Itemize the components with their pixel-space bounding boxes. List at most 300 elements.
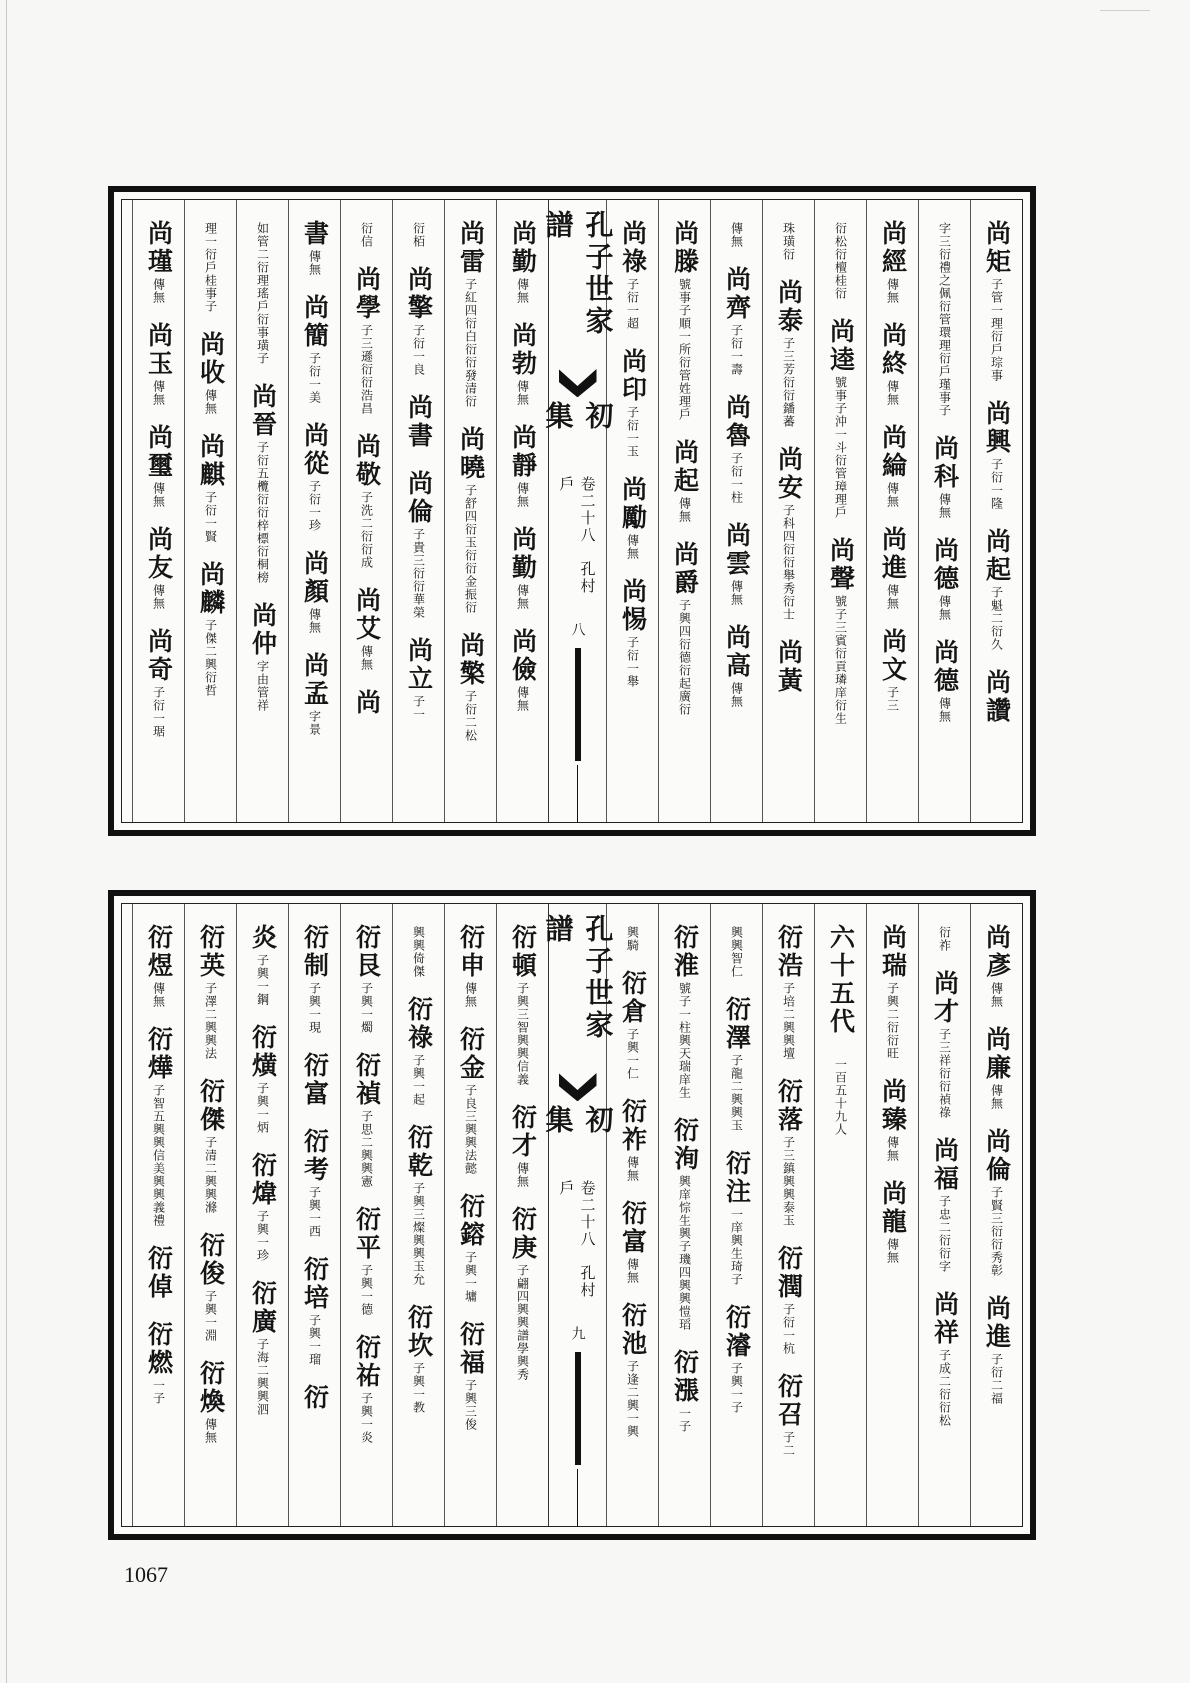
genealogy-entry [826,318,856,519]
person-note: 子二 [781,1431,796,1457]
genealogy-entry [196,331,226,415]
person-name: 尚玉 [144,322,174,378]
genealogy-entry [722,1150,752,1286]
genealogy-entry [930,435,960,519]
person-note: 傳無 [885,1136,900,1162]
person-note: 字三衍禮之佩衍管環理衍戶瑾事子 [937,222,952,417]
person-name: 尚勵 [618,476,648,532]
person-name: 尚爵 [670,541,700,597]
genealogy-entry [144,628,174,738]
genealogy-entry [618,476,648,560]
genealogy-entry [404,470,434,619]
leaf-number: 八 [569,622,586,637]
text-column [340,904,392,1526]
person-note: 號子三賓衍貢璘庠衍生 [833,595,848,725]
person-note: 子衍一珍 [307,480,322,532]
person-note: 傳無 [151,982,166,1008]
person-note: 傳無 [885,278,900,304]
book-title: 孔子世家譜 [541,914,615,1042]
genealogy-entry [352,266,382,415]
person-note: 子興一炳 [255,1082,270,1134]
person-note: 子魁二衍久 [989,586,1004,651]
text-column [444,904,496,1526]
genealogy-entry [722,1304,752,1414]
person-name: 六十五代 [826,924,856,1036]
text-column [866,200,918,822]
genealogy-entry [982,1128,1012,1277]
person-name: 尚簡 [300,294,330,350]
person-note: 號事子順一所衍管姓理戶 [677,278,692,421]
genealogy-entry [144,322,174,406]
person-name: 衍 [300,1384,330,1412]
person-note: 子衍一柱 [729,452,744,504]
text-column [132,200,184,822]
person-name: 衍才 [508,1104,538,1160]
text-column [236,200,288,822]
person-note: 子洗二衍衍成 [359,491,374,569]
genealogy-entry [730,924,744,978]
genealogy-entry [300,652,330,736]
person-note: 子衍二松 [463,690,478,742]
person-note: 子興三智興興信義 [515,982,530,1086]
person-note: 子衍一美 [307,352,322,404]
person-name: 尚祥 [930,1291,960,1347]
person-name: 尚起 [670,439,700,495]
person-note: 一子 [677,1407,692,1433]
person-name: 尚黃 [774,639,804,695]
genealogy-entry [248,1280,278,1416]
person-note: 傳無 [885,380,900,406]
spine-line [577,1469,578,1526]
genealogy-entry [256,220,270,365]
person-note: 傳無 [885,1238,900,1264]
person-note: 子衍一隆 [989,458,1004,510]
person-name: 尚起 [982,528,1012,584]
person-name: 書 [300,220,330,248]
person-name: 衍注 [722,1150,752,1206]
person-name: 衍傑 [196,1078,226,1134]
person-note: 號事子沖一斗衍管璋理戶 [833,376,848,519]
genealogy-entry [404,1124,434,1286]
person-name: 衍富 [618,1200,648,1256]
genealogy-entry [508,628,538,712]
person-note: 珠璜衍 [781,222,796,261]
genealogy-entry [670,541,700,716]
genealogy-entry [456,1321,486,1431]
person-name: 尚科 [930,435,960,491]
genealogy-entry [204,220,218,313]
person-name: 尚臻 [878,1078,908,1134]
genealogy-entry [352,1206,382,1316]
genealogy-entry [670,1349,700,1433]
person-note: 子興一鋼 [255,954,270,1006]
person-note: 子舒四衍玉衍衍金振衍 [463,484,478,614]
person-name: 衍富 [300,1052,330,1108]
genealogy-entry [982,400,1012,510]
person-name: 衍艮 [352,924,382,980]
person-name: 尚雷 [456,220,486,276]
person-note: 子興一起 [411,1054,426,1106]
person-name: 衍池 [618,1302,648,1358]
genealogy-entry [248,924,278,1006]
genealogy-entry [248,1024,278,1134]
genealogy-entry [618,1098,648,1182]
person-name: 衍乾 [404,1124,434,1180]
person-name: 衍澤 [722,996,752,1052]
genealogy-entry [774,1373,804,1457]
scan-edge [6,0,7,1683]
person-name: 尚廉 [982,1026,1012,1082]
volume-label: 卷二十八 孔村戶 [557,475,597,595]
person-note: 子管一理衍戶琮事 [989,278,1004,382]
person-note: 子衍一舉 [625,636,640,688]
person-name: 尚顏 [300,550,330,606]
genealogy-entry [456,426,486,614]
text-column [392,904,444,1526]
person-note: 傳無 [937,697,952,723]
person-note: 興騎 [625,926,640,952]
person-name: 尚曉 [456,426,486,482]
person-note: 傳無 [515,482,530,508]
genealogy-entry [360,220,374,248]
genealogy-entry [834,220,848,300]
person-name: 衍浩 [774,924,804,980]
person-name: 尚收 [196,331,226,387]
person-note: 子賢三衍衍秀彰 [989,1186,1004,1277]
person-name: 衍禎 [352,1052,382,1108]
person-name: 尚晉 [248,383,278,439]
genealogy-entry [144,1026,174,1227]
genealogy-entry [722,996,752,1132]
person-name: 尚才 [930,970,960,1026]
genealogy-entry [508,924,538,1086]
text-column [762,904,814,1526]
person-name: 尚勤 [508,526,538,582]
genealogy-entry [774,924,804,1060]
person-name: 衍倬 [144,1245,174,1301]
person-name: 尚逵 [826,318,856,374]
genealogy-entry [930,537,960,621]
genealogy-entry [300,294,330,404]
person-note: 子興一瑠 [307,1314,322,1366]
person-note: 子逢二興一興 [625,1360,640,1438]
series-label: 初集 [541,401,615,434]
person-name: 衍召 [774,1373,804,1429]
genealogy-entry [404,266,434,376]
person-name: 衍洵 [670,1117,700,1173]
person-note: 傳無 [937,595,952,621]
genealogy-entry [930,639,960,723]
person-note: 子興一炎 [359,1392,374,1444]
person-name: 衍祚 [618,1098,648,1154]
person-name: 尚麒 [196,433,226,489]
person-note: 傳無 [515,380,530,406]
text-column [236,904,288,1526]
text-column [762,200,814,822]
person-name: 尚終 [878,322,908,378]
center-spine [541,200,615,822]
person-name: 衍倉 [618,970,648,1026]
person-note: 子興一教 [411,1362,426,1414]
person-name: 衍落 [774,1078,804,1134]
genealogy-entry [352,433,382,569]
bottom-page-inner [121,903,1023,1527]
genealogy-entry [722,266,752,376]
scan-mark [1100,10,1150,11]
person-name: 衍廣 [248,1280,278,1336]
genealogy-entry [196,1360,226,1444]
person-note: 子傑二興衍哲 [203,619,218,697]
genealogy-entry [878,424,908,508]
person-name: 尚德 [930,639,960,695]
genealogy-entry [248,602,278,712]
person-note: 字景 [307,710,322,736]
person-name: 尚讚 [982,669,1012,725]
genealogy-entry [144,526,174,610]
genealogy-entry [300,1128,330,1238]
text-column [918,904,970,1526]
person-name: 衍煒 [248,1152,278,1208]
person-note: 傳無 [307,608,322,634]
person-name: 尚惕 [618,578,648,634]
genealogy-entry [878,220,908,304]
person-name: 衍俊 [196,1232,226,1288]
genealogy-entry [196,1078,226,1214]
genealogy-entry [300,1256,330,1366]
genealogy-entry [722,522,752,606]
genealogy-entry [670,924,700,1099]
genealogy-entry [412,220,426,248]
person-name: 衍祿 [404,996,434,1052]
person-note: 傳無 [729,580,744,606]
person-note: 興興智仁 [729,926,744,978]
genealogy-entry [300,924,330,1034]
genealogy-entry [730,220,744,248]
person-name: 衍煥 [196,1360,226,1416]
top-columns [122,200,1022,822]
text-column [814,200,866,822]
text-column [658,904,710,1526]
genealogy-entry [878,628,908,712]
person-note: 一百五十九人 [833,1058,848,1136]
text-column [970,200,1022,822]
person-note: 子衍一超 [625,278,640,330]
genealogy-entry [456,1026,486,1175]
person-name: 尚經 [878,220,908,276]
person-note: 子興一子 [729,1362,744,1414]
person-note: 傳無 [729,222,744,248]
genealogy-entry [782,220,796,261]
genealogy-entry [722,394,752,504]
person-note: 子興一仁 [625,1028,640,1080]
person-note: 傳無 [463,982,478,1008]
person-name: 尚進 [982,1295,1012,1351]
person-name: 衍培 [300,1256,330,1312]
genealogy-entry [618,348,648,458]
genealogy-entry [456,1193,486,1303]
text-column [184,200,236,822]
genealogy-entry [626,924,640,952]
genealogy-entry [300,1384,330,1414]
person-name: 衍煜 [144,924,174,980]
genealogy-entry [300,220,330,276]
person-note: 一子 [151,1379,166,1405]
person-note: 傳無 [307,250,322,276]
person-name: 衍濬 [722,1304,752,1360]
person-name: 尚高 [722,624,752,680]
spine-bar [575,648,581,761]
genealogy-entry [834,1056,848,1136]
genealogy-entry [508,1104,538,1188]
person-note: 如管二衍理瑤戶衍事璜子 [255,222,270,365]
person-note: 子衍一賢 [203,491,218,543]
top-page-frame [108,186,1036,836]
person-name: 尚祿 [618,220,648,276]
person-name: 尚文 [878,628,908,684]
genealogy-entry [618,1200,648,1284]
genealogy-entry [982,1295,1012,1405]
person-note: 傳無 [203,1418,218,1444]
genealogy-entry [774,1078,804,1227]
person-name: 衍熿 [248,1024,278,1080]
person-note: 子興一墉 [463,1251,478,1303]
genealogy-entry [144,424,174,508]
genealogy-entry [670,439,700,523]
genealogy-entry [774,1245,804,1355]
person-note: 子良三興興法懿 [463,1084,478,1175]
genealogy-entry [300,1052,330,1110]
person-note: 一庠興生琦子 [729,1208,744,1286]
genealogy-entry [930,970,960,1119]
genealogy-entry [508,526,538,610]
person-note: 傳無 [885,482,900,508]
person-note: 傳無 [151,482,166,508]
person-name: 尚瑞 [878,924,908,980]
genealogy-entry [404,1304,434,1414]
person-note: 子興一現 [307,982,322,1034]
person-note: 傳無 [515,686,530,712]
person-name: 衍漲 [670,1349,700,1405]
person-name: 尚書 [404,394,434,450]
genealogy-entry [248,1152,278,1262]
person-note: 子培二興興壇 [781,982,796,1060]
person-name: 尚倫 [404,470,434,526]
person-name: 尚綸 [878,424,908,480]
genealogy-entry [938,924,952,952]
genealogy-entry [878,924,908,1060]
person-name: 尚興 [982,400,1012,456]
genealogy-entry [774,639,804,697]
genealogy-entry [618,1302,648,1438]
person-name: 尚龍 [878,1180,908,1236]
genealogy-entry [508,220,538,304]
genealogy-entry [196,561,226,697]
genealogy-entry [982,669,1012,727]
person-note: 衍松衍檀桂衍 [833,222,848,300]
person-note: 子衍一杭 [781,1303,796,1355]
person-note: 子興一燭 [359,982,374,1034]
leaf-number: 九 [569,1326,586,1341]
genealogy-entry [352,587,382,671]
person-name: 尚檠 [456,632,486,688]
person-note: 傳無 [151,278,166,304]
person-name: 尚孟 [300,652,330,708]
person-note: 號子一柱興天瑞庠生 [677,982,692,1099]
genealogy-entry [878,1180,908,1264]
person-name: 尚魯 [722,394,752,450]
genealogy-entry [300,550,330,634]
genealogy-entry [878,322,908,406]
person-name: 衍考 [300,1128,330,1184]
person-name: 尚靜 [508,424,538,480]
person-name: 尚敬 [352,433,382,489]
genealogy-entry [300,422,330,532]
person-note: 子興二衍衍旺 [885,982,900,1060]
person-note: 傳無 [151,380,166,406]
genealogy-entry [774,279,804,428]
person-name: 尚安 [774,446,804,502]
genealogy-entry [144,1245,174,1303]
person-name: 衍福 [456,1321,486,1377]
series-label: 初集 [541,1105,615,1138]
person-name: 尚學 [352,266,382,322]
person-note: 子忠二衍衍字 [937,1195,952,1273]
person-name: 尚儉 [508,628,538,684]
person-note: 傳無 [989,982,1004,1008]
genealogy-entry [982,1026,1012,1110]
person-note: 子科四衍衍舉秀衍士 [781,504,796,621]
person-name: 衍潤 [774,1245,804,1301]
fishtail-mark [559,1073,597,1101]
text-column [132,904,184,1526]
person-name: 尚仲 [248,602,278,658]
person-name: 尚瑾 [144,220,174,276]
text-column [710,200,762,822]
person-note: 子衍五欖衍衍梓標衍桐榜 [255,441,270,584]
person-name: 衍燃 [144,1321,174,1377]
person-name: 尚立 [404,637,434,693]
person-note: 傳無 [625,1156,640,1182]
genealogy-entry [352,1052,382,1188]
person-note: 子清二興興滌 [203,1136,218,1214]
person-name: 衍頓 [508,924,538,980]
text-column [392,200,444,822]
person-note: 子三祥衍衍禎祿 [937,1028,952,1119]
person-note: 傳無 [729,682,744,708]
person-note: 子興一珍 [255,1210,270,1262]
person-note: 子興四衍德衍起廣衍 [677,599,692,716]
genealogy-entry [196,1232,226,1342]
person-note: 子衍一玉 [625,406,640,458]
genealogy-entry [982,528,1012,651]
spine-bar [575,1352,581,1465]
person-name: 衍制 [300,924,330,980]
volume-label: 卷二十八 孔村戶 [557,1179,597,1299]
genealogy-entry [982,924,1012,1008]
genealogy-entry [930,1137,960,1273]
person-note: 子智五興興信美興興義禮 [151,1084,166,1227]
person-note: 傳無 [515,1162,530,1188]
person-name: 衍祐 [352,1334,382,1390]
genealogy-entry [618,220,648,330]
person-note: 子衍一琚 [151,686,166,738]
page-number: 1067 [124,1562,168,1587]
person-note: 子興一淵 [203,1290,218,1342]
text-column [184,904,236,1526]
person-note: 傳無 [989,1084,1004,1110]
genealogy-entry [508,1206,538,1381]
person-name: 尚德 [930,537,960,593]
